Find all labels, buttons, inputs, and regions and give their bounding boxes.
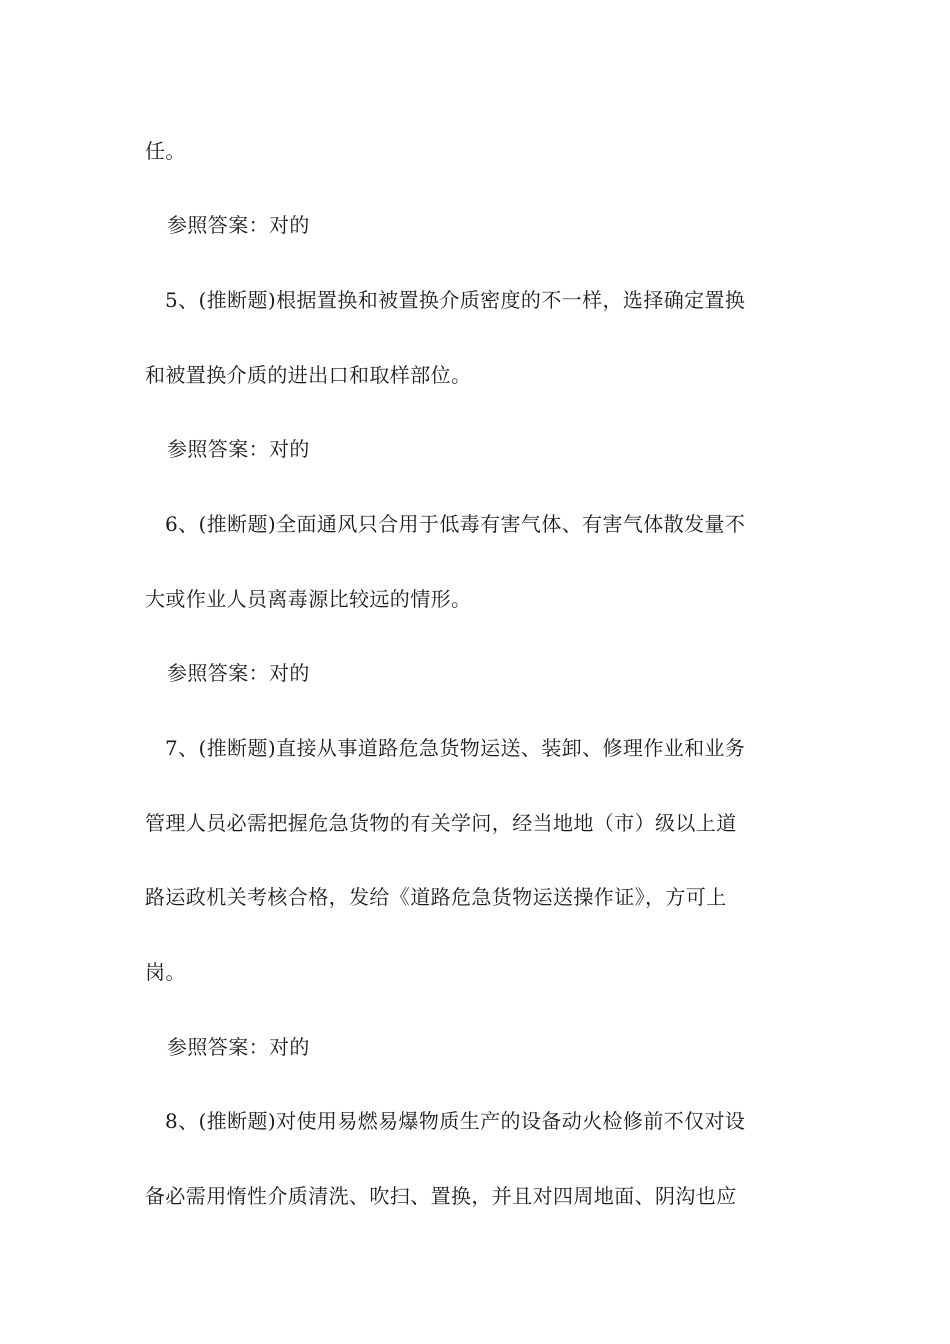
- question-7-line-1: 7、(推断题)直接从事道路危急货物运送、装卸、修理作业和业务: [165, 736, 746, 760]
- question-5-line-1: 5、(推断题)根据置换和被置换介质密度的不一样，选择确定置换: [165, 288, 746, 312]
- question-7-line-3: 路运政机关考核合格，发给《道路危急货物运送操作证》，方可上: [145, 885, 727, 909]
- answer-line: 参照答案：对的: [167, 213, 310, 237]
- answer-line: 参照答案：对的: [167, 437, 310, 461]
- question-5-line-2: 和被置换介质的进出口和取样部位。: [145, 363, 472, 387]
- answer-line: 参照答案：对的: [167, 1035, 310, 1059]
- question-6-line-1: 6、(推断题)全面通风只合用于低毒有害气体、有害气体散发量不: [165, 512, 746, 536]
- question-7-line-4: 岗。: [145, 960, 186, 984]
- answer-line: 参照答案：对的: [167, 661, 310, 685]
- text-line-continuation: 任。: [145, 139, 186, 163]
- question-8-line-2: 备必需用惰性介质清洗、吹扫、置换，并且对四周地面、阴沟也应: [145, 1184, 737, 1208]
- question-8-line-1: 8、(推断题)对使用易燃易爆物质生产的设备动火检修前不仅对设: [165, 1109, 746, 1133]
- question-7-line-2: 管理人员必需把握危急货物的有关学问，经当地地（市）级以上道: [145, 811, 737, 835]
- question-6-line-2: 大或作业人员离毒源比较远的情形。: [145, 587, 472, 611]
